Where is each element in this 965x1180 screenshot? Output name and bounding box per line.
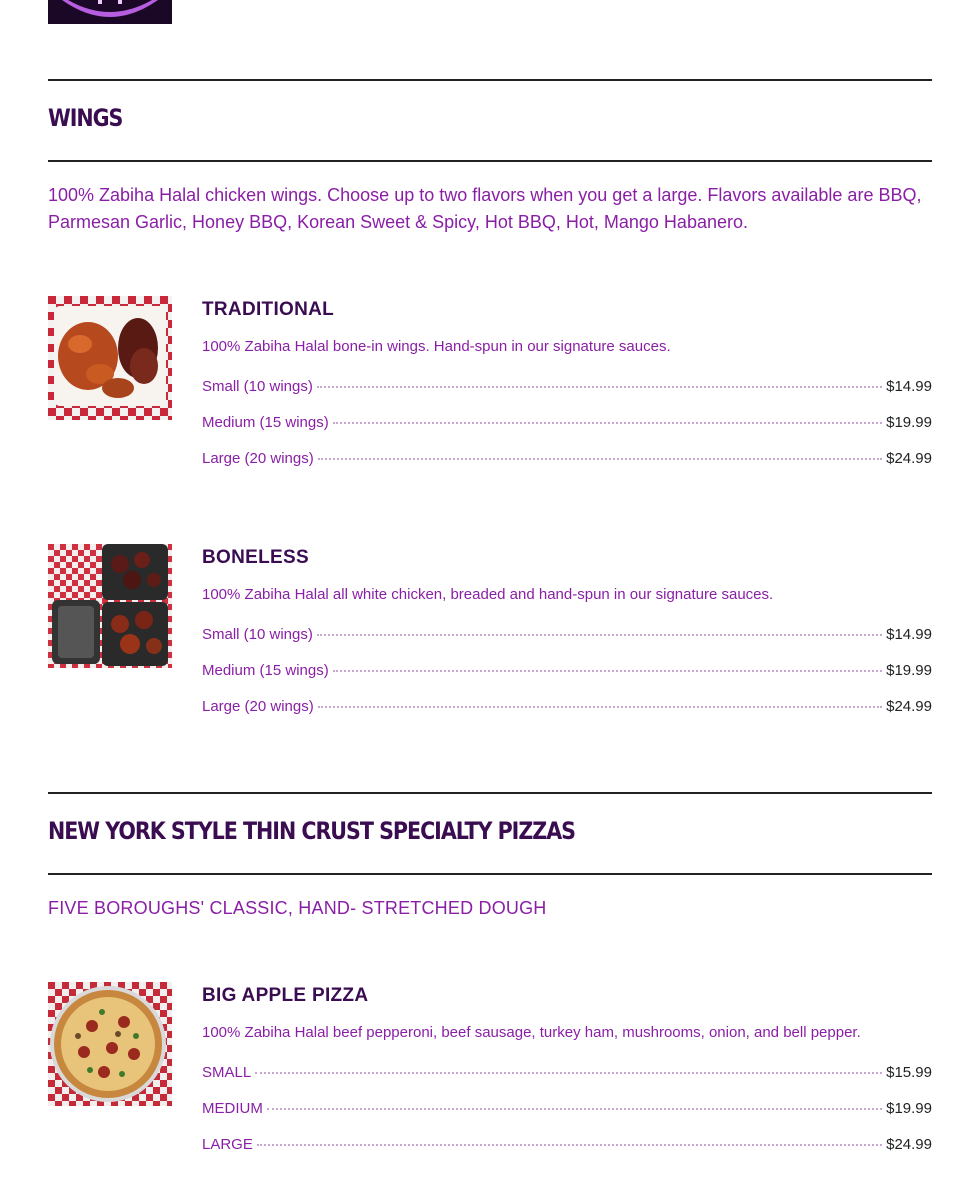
price-row[interactable]: [202, 378, 932, 398]
item-name: BONELESS: [202, 547, 309, 568]
section-title-wings: WINGS: [48, 104, 123, 132]
big-apple-pizza-photo: [48, 982, 172, 1106]
size-label: LARGE: [202, 1136, 253, 1153]
boneless-wings-photo: [48, 544, 172, 668]
section-title-pizzas: NEW YORK STYLE THIN CRUST SPECIALTY PIZZAS: [48, 817, 575, 845]
dot-leader: [318, 705, 882, 708]
item-description: 100% Zabiha Halal beef pepperoni, beef sausage, turkey ham, mushrooms, onion, and bell pepper.: [202, 1024, 861, 1041]
dot-leader: [317, 633, 882, 636]
size-label: Large (20 wings): [202, 450, 314, 467]
section-divider: [48, 160, 932, 162]
price: $14.99: [886, 626, 932, 643]
size-label: Medium (15 wings): [202, 414, 329, 431]
size-label: Small (10 wings): [202, 378, 313, 395]
price-row[interactable]: [202, 662, 932, 682]
price-row[interactable]: [202, 1100, 932, 1120]
item-name: TRADITIONAL: [202, 299, 335, 320]
size-label: Medium (15 wings): [202, 662, 329, 679]
item-name: BIG APPLE PIZZA: [202, 985, 369, 1006]
price: $24.99: [886, 450, 932, 467]
size-label: SMALL: [202, 1064, 252, 1081]
dot-leader: [267, 1107, 882, 1110]
item-description: 100% Zabiha Halal bone-in wings. Hand-spun in our signature sauces.: [202, 338, 671, 355]
price: $19.99: [886, 414, 932, 431]
dot-leader: [257, 1143, 882, 1146]
section-subheading-pizzas: FIVE BOROUGHS' CLASSIC, HAND- STRETCHED DOUGH: [48, 898, 547, 918]
dot-leader: [318, 457, 882, 460]
price: $24.99: [886, 1136, 932, 1153]
dot-leader: [333, 669, 882, 672]
size-label: Small (10 wings): [202, 626, 313, 643]
price-row[interactable]: [202, 1136, 932, 1156]
item-description: 100% Zabiha Halal all white chicken, breaded and hand-spun in our signature sauces.: [202, 586, 774, 603]
section-divider: [48, 792, 932, 794]
section-divider: [48, 873, 932, 875]
restaurant-logo: [48, 0, 172, 24]
price-row[interactable]: [202, 698, 932, 718]
price: $15.99: [886, 1064, 932, 1081]
price: $24.99: [886, 698, 932, 715]
size-label: Large (20 wings): [202, 698, 314, 715]
price-row[interactable]: [202, 450, 932, 470]
dot-leader: [255, 1071, 882, 1074]
price: $19.99: [886, 662, 932, 679]
dot-leader: [333, 421, 882, 424]
dot-leader: [317, 385, 882, 388]
price: $14.99: [886, 378, 932, 395]
section-description-wings: 100% Zabiha Halal chicken wings. Choose up to two flavors when you get a large. Flavors available are BBQ, Parmesan Garlic, Honey BBQ, Korean Sweet & Spicy, Hot BBQ, Hot, Mango Habanero.: [48, 185, 922, 232]
price-row[interactable]: [202, 414, 932, 434]
price: $19.99: [886, 1100, 932, 1117]
traditional-wings-photo: [48, 296, 172, 420]
size-label: MEDIUM: [202, 1100, 263, 1117]
price-row[interactable]: [202, 1064, 932, 1084]
price-row[interactable]: [202, 626, 932, 646]
section-divider: [48, 79, 932, 81]
